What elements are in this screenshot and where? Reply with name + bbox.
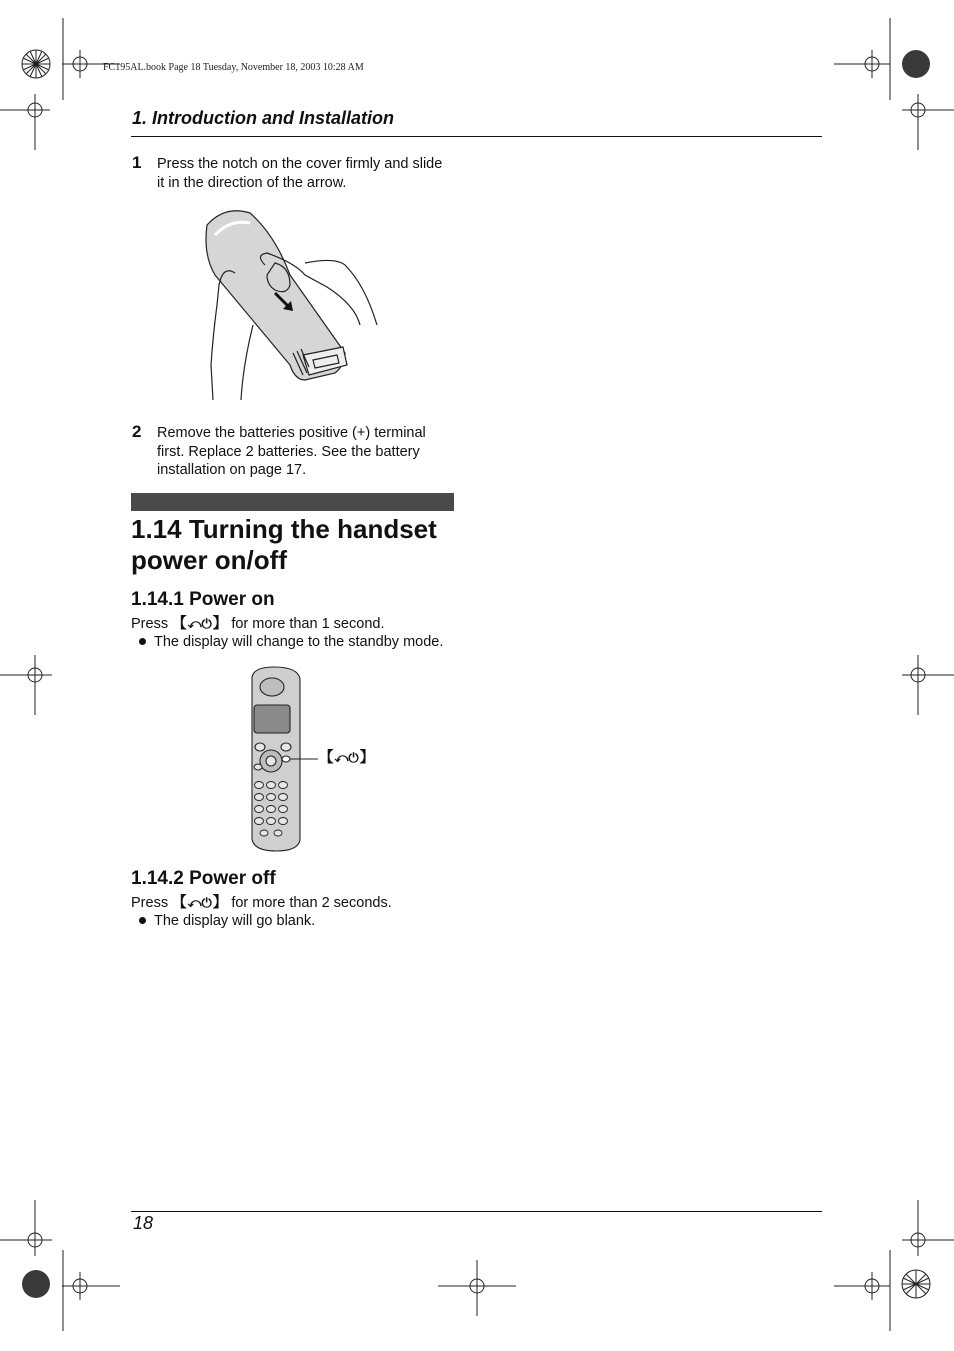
bullet-icon bbox=[139, 917, 146, 924]
crosshair-mark-icon bbox=[0, 655, 52, 715]
section-header: 1. Introduction and Installation bbox=[132, 108, 395, 128]
step-text bbox=[157, 155, 467, 192]
step-line: first. Replace 2 batteries. See the battery bbox=[157, 443, 420, 460]
title-line: power on/off bbox=[131, 545, 287, 575]
crosshair-mark-icon bbox=[0, 94, 50, 150]
crosshair-mark-icon bbox=[902, 1200, 954, 1256]
page-title bbox=[131, 514, 461, 576]
crosshair-mark-icon bbox=[62, 18, 120, 100]
cover-removal-illustration bbox=[195, 205, 390, 405]
footer-rule bbox=[131, 1211, 822, 1212]
power-off-bullet: The display will go blank. bbox=[131, 912, 315, 931]
section-divider-bar bbox=[131, 493, 454, 511]
crosshair-mark-icon bbox=[834, 18, 890, 100]
instruction-text: for more than 2 seconds. bbox=[231, 895, 392, 911]
subsection-title-power-on: 1.14.1 Power on bbox=[131, 589, 275, 610]
bullet-icon bbox=[139, 638, 146, 645]
crosshair-mark-icon bbox=[834, 1250, 890, 1331]
starburst-mark-icon bbox=[22, 50, 50, 78]
press-label: Press bbox=[131, 895, 169, 911]
dark-registration-dot-icon bbox=[22, 1270, 50, 1298]
print-info-line: FC195AL.book Page 18 Tuesday, November 18, 2003 10:28 AM bbox=[103, 62, 364, 73]
crosshair-mark-icon bbox=[438, 1260, 516, 1316]
power-off-instruction bbox=[131, 894, 392, 913]
press-label: Press bbox=[131, 616, 169, 632]
power-on-instruction bbox=[131, 615, 384, 634]
subsection-title-power-off: 1.14.2 Power off bbox=[131, 868, 276, 889]
starburst-mark-icon bbox=[902, 1270, 930, 1298]
title-line: 1.14 Turning the handset bbox=[131, 514, 437, 544]
power-on-bullet: The display will change to the standby mode. bbox=[131, 633, 443, 652]
step-number: 2 bbox=[132, 422, 142, 441]
crosshair-mark-icon bbox=[902, 94, 954, 150]
off-power-key-icon: 【 ⤺⏻ 】 bbox=[172, 895, 228, 911]
instruction-text: for more than 1 second. bbox=[231, 616, 385, 632]
step-line: it in the direction of the arrow. bbox=[157, 174, 347, 191]
step-number: 1 bbox=[132, 153, 142, 172]
handset-key-callout bbox=[319, 749, 374, 768]
step-text bbox=[157, 424, 467, 480]
crosshair-mark-icon bbox=[0, 1200, 52, 1256]
off-power-key-icon: 【 ⤺⏻ 】 bbox=[172, 616, 228, 632]
dark-registration-dot-icon bbox=[902, 50, 930, 78]
off-power-key-icon: 【 ⤺⏻ 】 bbox=[319, 750, 375, 766]
step-line: installation on page 17. bbox=[157, 462, 307, 478]
step-line: Remove the batteries positive (+) terminal bbox=[157, 425, 426, 441]
page-number: 18 bbox=[133, 1213, 154, 1233]
header-rule bbox=[131, 136, 822, 137]
crosshair-mark-icon bbox=[62, 1250, 120, 1331]
step-line: Press the notch on the cover firmly and slide bbox=[157, 156, 443, 172]
crosshair-mark-icon bbox=[902, 655, 954, 715]
